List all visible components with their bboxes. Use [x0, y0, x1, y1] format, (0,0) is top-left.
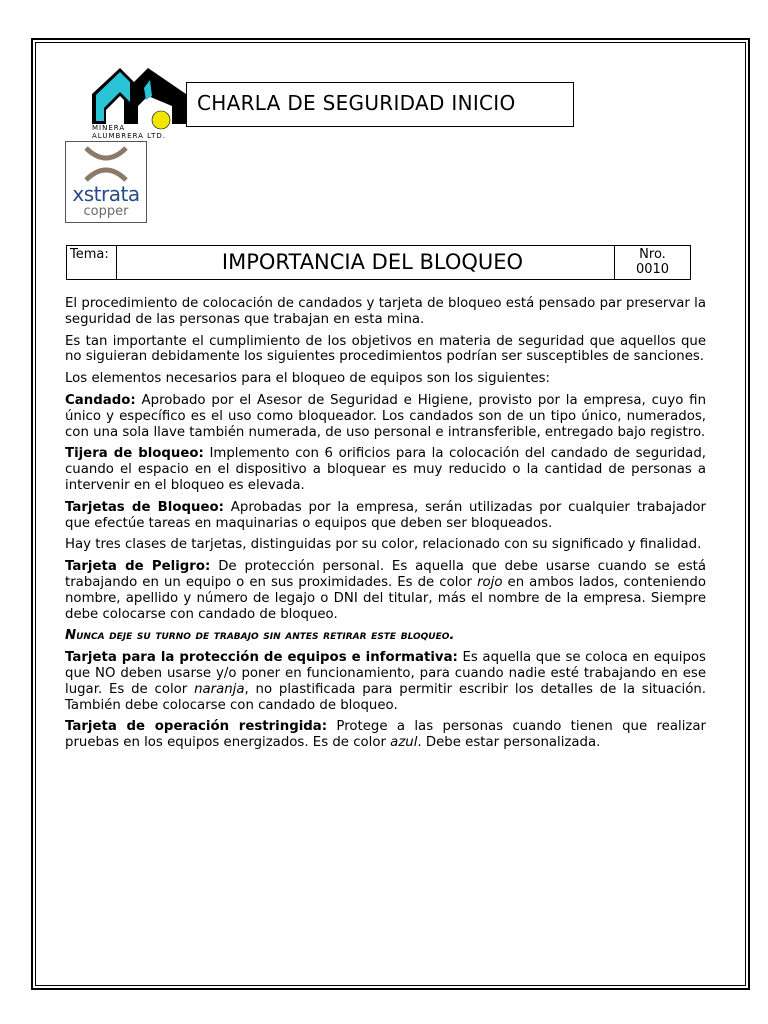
minera-logo-text-line1: MINERA [92, 124, 126, 132]
paragraph-tarjetas [65, 500, 706, 532]
term-candado: Candado: [65, 392, 136, 408]
paragraph-proteccion [65, 650, 706, 713]
topic-table [66, 245, 691, 280]
page-title: CHARLA DE SEGURIDAD INICIO [197, 91, 516, 115]
paragraph-restringida [65, 719, 706, 751]
paragraph-elements: Los elementos necesarios para el bloqueo de equipos son los siguientes: [65, 371, 551, 387]
warning-text: Nunca deje su turno de trabajo sin antes retirar este bloqueo. [65, 628, 455, 644]
paragraph-peligro [65, 559, 706, 622]
term-tarjetas: Tarjetas de Bloqueo: [65, 499, 224, 515]
color-azul: azul [390, 735, 418, 751]
term-peligro: Tarjeta de Peligro: [65, 559, 211, 575]
document-body [65, 296, 706, 757]
minera-logo-text-line2: ALUMBRERA LTD. [92, 132, 167, 140]
text-tarjetas: Aprobadas por la empresa, serán utilizadas por cualquier trabajador que efectúe tareas en maquinarias o equipos que deben ser bloqueados. [65, 499, 706, 531]
text-restringida-a: Protege a las personas cuando tienen que realizar pruebas en los equipos energizados. Es de color [65, 719, 706, 751]
minera-logo-text [92, 124, 166, 140]
topic-title: IMPORTANCIA DEL BLOQUEO [221, 250, 524, 274]
paragraph-importance: Es tan importante el cumplimiento de los objetivos en materia de seguridad que aquellos que no siguieran debidamente los siguientes procedimientos podrían ser susceptibles de sanciones. [65, 333, 706, 365]
text-peligro-a: De protección personal. Es aquella que debe usarse cuando se está trabajando en un equipo o en sus proximidades. Es de color [65, 559, 707, 590]
text-tijera: Implemento con 6 orificios para la colocación del candado de seguridad, cuando el espacio en el dispositivo a bloquear es muy reducido o la cantidad de personas a intervenir en el bloqueo es elevada. [65, 446, 706, 493]
xstrata-copper-logo [65, 141, 147, 223]
paragraph-warning [65, 628, 706, 644]
term-proteccion: Tarjeta para la protección de equipos e informativa: [65, 650, 458, 666]
xstrata-word: xstrata [72, 182, 140, 206]
xstrata-x-mark-icon [66, 142, 146, 184]
term-restringida: Tarjeta de operación restringida: [65, 719, 328, 735]
paragraph-candado [65, 393, 706, 440]
topic-number-value: 0010 [635, 262, 670, 277]
term-tijera: Tijera de bloqueo: [65, 446, 204, 462]
paragraph-tijera [65, 446, 706, 493]
color-rojo: rojo [477, 574, 503, 590]
topic-label: Tema: [67, 246, 117, 279]
topic-number-cell [614, 246, 690, 279]
text-proteccion-b: , no plastificada para permitir escribir los detalles de la situación. También debe colocarse con candado de bloqueo. [65, 681, 706, 713]
paragraph-clases: Hay tres clases de tarjetas, distinguidas por su color, relacionado con su significado y finalidad. [65, 537, 702, 553]
text-proteccion-a: Es aquella que se coloca en equipos que NO deben usarse y/o poner en funcionamiento, para cuando nadie esté trabajando en ese lugar. Es de color [65, 650, 706, 697]
color-naranja: naranja [194, 681, 245, 697]
text-restringida-b: . Debe estar personalizada. [417, 735, 601, 751]
paragraph-intro: El procedimiento de colocación de candados y tarjeta de bloqueo está pensado par preservar la seguridad de las personas que trabajan en esta mina. [65, 296, 706, 327]
text-peligro-b: en ambos lados, conteniendo nombre, apellido y número de legajo o DNI del titular, más el nombre de la empresa. Siempre debe colocarse con candado de bloqueo. [65, 574, 706, 622]
text-candado: Aprobado por el Asesor de Seguridad e Higiene, provisto por la empresa, cuyo fin único y específico es el uso como bloqueador. Los candados son de un tipo único, numerados, con una sola llave también numerada, de uso personal e intransferible, entregado bajo registro. [65, 392, 706, 440]
header-title-box [186, 82, 574, 127]
xstrata-copper-word: copper [83, 204, 129, 219]
topic-number-label: Nro. [639, 247, 666, 262]
